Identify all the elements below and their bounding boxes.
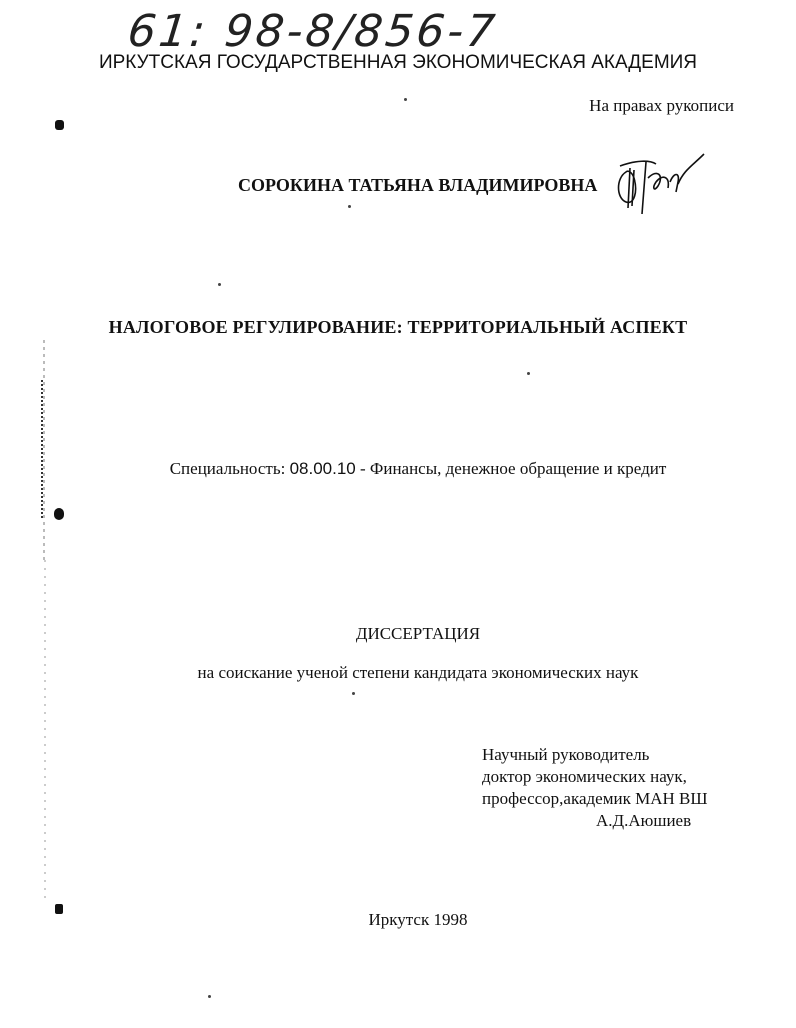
scan-speck: [208, 995, 211, 998]
scan-speck: [352, 692, 355, 695]
punch-hole-mark-middle: [54, 508, 64, 520]
scan-speck: [218, 283, 221, 286]
document-type: ДИССЕРТАЦИЯ: [355, 624, 481, 643]
author-name: СОРОКИНА ТАТЬЯНА ВЛАДИМИРОВНА: [238, 175, 598, 195]
dissertation-title: НАЛОГОВОЕ РЕГУЛИРОВАНИЕ: ТЕРРИТОРИАЛЬНЫЙ АСПЕКТ: [108, 317, 688, 337]
author-signature-icon: [612, 148, 712, 220]
specialty-line: [0, 459, 796, 479]
supervisor-title: профессор,академик МАН ВШ: [482, 789, 708, 808]
archive-number-stamp: 61: 98-8/856-7: [125, 6, 501, 57]
city-and-year: Иркутск 1998: [368, 910, 468, 929]
supervisor-heading: Научный руководитель: [482, 745, 650, 764]
punch-hole-mark-top: [55, 120, 64, 130]
manuscript-rights-note: На правах рукописи: [589, 96, 734, 115]
academy-name: ИРКУТСКАЯ ГОСУДАРСТВЕННАЯ ЭКОНОМИЧЕСКАЯ АКАДЕМИЯ: [98, 52, 698, 73]
scan-speck: [404, 98, 407, 101]
specialty-label: Специальность:: [169, 459, 290, 478]
specialty-name: - Финансы, денежное обращение и кредит: [355, 459, 667, 478]
scan-speck: [348, 205, 351, 208]
degree-statement: на соискание ученой степени кандидата экономических наук: [197, 663, 639, 682]
supervisor-degree: доктор экономических наук,: [482, 767, 687, 786]
scan-edge-artifact: [36, 0, 52, 1028]
specialty-code: 08.00.10: [289, 459, 356, 478]
scan-speck: [527, 372, 530, 375]
supervisor-name: А.Д.Аюшиев: [596, 811, 692, 830]
